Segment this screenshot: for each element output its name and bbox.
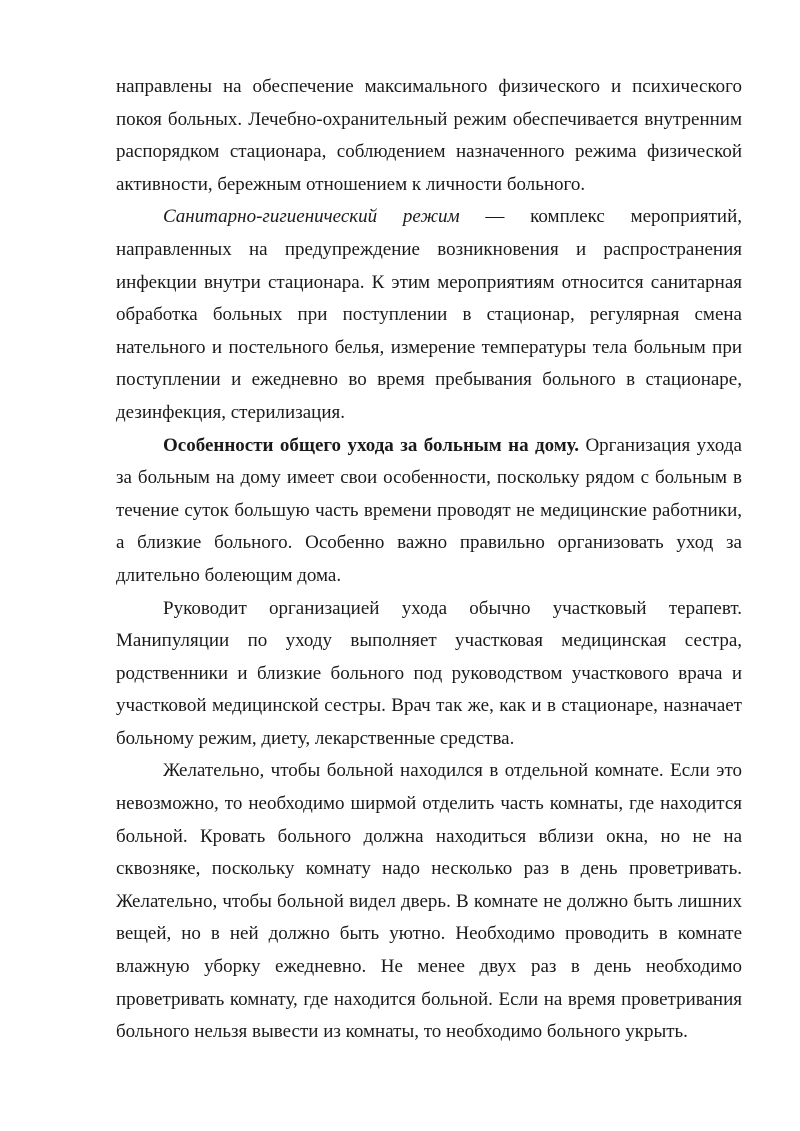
paragraph-room-requirements: [116, 755, 742, 1048]
page-body-text: [116, 71, 742, 1049]
term-sanitary-hygienic-regime: Санитарно-гигиенический режим: [163, 206, 460, 228]
paragraph-text: направлены на обеспечение максимального физического и психического покоя больных. Лечебно-охранительный режим обеспечивается внутренним распорядком стационара, соблюдением назначенного режима физической активности, бережным отношением к личности больного.: [116, 76, 742, 195]
paragraph-text: Организация ухода за больным на дому имеет свои особенности, поскольку рядом с больным в течение суток большую часть времени проводят не медицинские работники, а близкие больного. Особенно важно правильно организовать уход за длительно болеющим дома.: [116, 434, 742, 586]
paragraph-text: Руководит организацией ухода обычно участковый терапевт. Манипуляции по уходу выполняет участковая медицинская сестра, родственники и близкие больного под руководством участкового врача и участковой медицинской сестры. Врач так же, как и в стационаре, назначает больному режим, диету, лекарственные средства.: [116, 597, 742, 749]
paragraph-continued: [116, 71, 742, 201]
paragraph-text: Желательно, чтобы больной находился в отдельной комнате. Если это невозможно, то необходимо ширмой отделить часть комнаты, где находится больной. Кровать больного должна находиться вблизи окна, но не на сквозняке, поскольку комнату надо несколько раз в день проветривать. Желательно, чтобы больной видел дверь. В комнате не должно быть лишних вещей, но в ней должно быть уютно. Необходимо проводить в комнате влажную уборку ежедневно. Не менее двух раз в день необходимо проветривать комнату, где находится больной. Если на время проветривания больного нельзя вывести из комнаты, то необходимо больного укрыть.: [116, 760, 742, 1043]
section-heading-home-care: Особенности общего ухода за больным на дому.: [163, 434, 580, 456]
paragraph-care-management: [116, 593, 742, 756]
paragraph-home-care: [116, 430, 742, 593]
paragraph-sanitary-regime: [116, 201, 742, 429]
paragraph-text: — комплекс мероприятий, направленных на предупреждение возникновения и распространения инфекции внутри стационара. К этим мероприятиям относится санитарная обработка больных при поступлении в стационар, регулярная смена нательного и постельного белья, измерение температуры тела больным при поступлении и ежедневно во время пребывания больного в стационаре, дезинфекция, стерилизация.: [116, 206, 743, 423]
